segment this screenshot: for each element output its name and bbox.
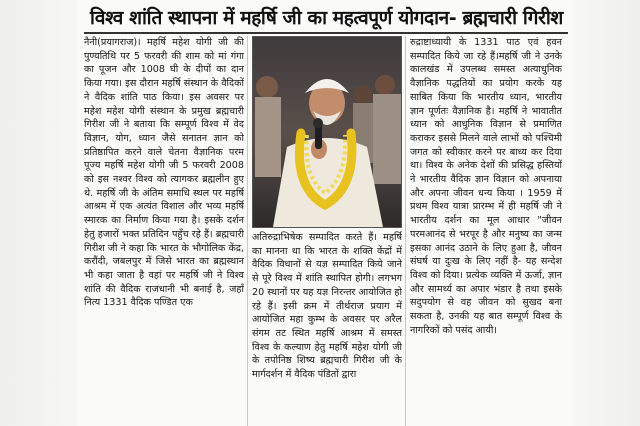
article-headline: विश्व शांति स्थापना में महर्षि जी का महत्वपूर्ण योगदान- ब्रह्मचारी गिरीश <box>90 7 563 29</box>
article-column-1 <box>84 36 244 426</box>
page-margin-left <box>0 0 78 426</box>
page-margin-right <box>572 0 640 426</box>
column-divider <box>247 36 248 426</box>
column-1-text: नैनी(प्रयागराज)। महर्षि महेश योगी जी की पुण्यतिथि पर 5 फरवरी की शाम को मां गंगा का पूजन और 1008 घी के दीपों का दान किया गया। इस दौरान महर्षि संस्थान के वैदिकों ने वैदिक शांति पाठ किया। इस अवसर पर महेश महेश योगी संस्थान के प्रमुख ब्रह्मचारी गिरीश जी ने बताया कि सम्पूर्ण विश्व में वेद विज्ञान, योग, ध्यान जैसे सनातन ज्ञान को प्रतिष्ठापित करने वाले चेतना वैज्ञानिक परम पूज्य महर्षि महेश योगी जी 5 फरवरी 2008 को इस नश्वर विश्व को त्यागकर ब्रह्मलीन हुए थे. महर्षि जी के अंतिम समाधि स्थल पर महर्षि आश्रम में एक अत्यंत विशाल और भव्य महर्षि स्मारक का निर्माण किया गया है। इसके दर्शन हेतु हजारों भक्त प्रतिदिन पहुँच रहे हैं। ब्रह्मचारी गिरीश जी ने कहा कि भारत के भौगोलिक केंद्र, करौंदी, जबलपुर में जिसे भारत का ब्रह्मस्थान भी कहा जाता है वहां पर महर्षि जी ने विश्व शांति की वैदिक राजधानी भी बनाई है, जहाँ नित्य 1331 वैदिक पण्डित एक <box>84 37 244 309</box>
news-photo <box>252 36 402 228</box>
column-2-text: अतिरुद्राभिषेक सम्पादित करते हैं। महर्षि का मानना था कि भारत के शक्ति केंद्रों में वैदिक विधानों से यज्ञ सम्पादित किये जाने से पूरे विश्व में शांति स्थापित होगी। लगभग 20 स्थानों पर यह यज्ञ निरन्तर आयोजित हो रहे हैं। इसी क्रम में तीर्थराज प्रयाग में आयोजित महा कुम्भ के अवसर पर अरैल संगम तट स्थित महर्षि आश्रम में समस्त विश्व के कल्याण हेतु महर्षि महेश योगी जी के तपोनिष्ठ शिष्य ब्रह्मचारी गिरीश जी के मार्गदर्शन में वैदिक पंडितों द्वारा <box>252 232 402 381</box>
headline-divider <box>84 32 568 34</box>
article-column-2 <box>252 231 402 426</box>
priest-photo-icon <box>253 37 401 227</box>
column-3-text: रुद्राष्टाध्यायी के 1331 पाठ एवं हवन सम्पादित किये जा रहे हैं।महर्षि जी ने उनके कालखंड में उपलब्ध समस्त अत्याधुनिक वैज्ञानिक पद्धतियों का प्रयोग करके यह साबित किया कि भारतीय ध्यान, भारतीय ज्ञान पूर्णतः वैज्ञानिक है। महर्षि ने भावातीत ध्यान को आधुनिक विज्ञान से प्रमाणित कराकर इससे मिलने वाले लाभों को पश्चिमी जगत को स्वीकार करने पर बाध्य कर दिया था। विश्व के अनेक देशों की प्रसिद्ध हस्तियों ने भारतीय वैदिक ज्ञान विज्ञान को अपनाया और अपना जीवन धन्य किया । 1959 में प्रथम विश्व यात्रा प्रारम्भ में ही महर्षि जी ने भारतीय दर्शन का मूल आधार "जीवन परमआनंद से भरपूर है और मनुष्य का जन्म इसका आनंद उठाने के लिए हुआ है, जीवन संघर्ष या दुःख के लिए नहीं है- यह सन्देश विश्व को दिया। प्रत्येक व्यक्ति में ऊर्जा, ज्ञान और सामर्थ्य का अपार भंडार है तथा इसके सदुपयोग से वह जीवन को सुखद बना सकता है, उनकी यह बात सम्पूर्ण विश्व के नागरिकों को पसंद आयी। <box>410 37 562 336</box>
article-column-3 <box>410 36 562 426</box>
column-divider <box>405 36 406 426</box>
